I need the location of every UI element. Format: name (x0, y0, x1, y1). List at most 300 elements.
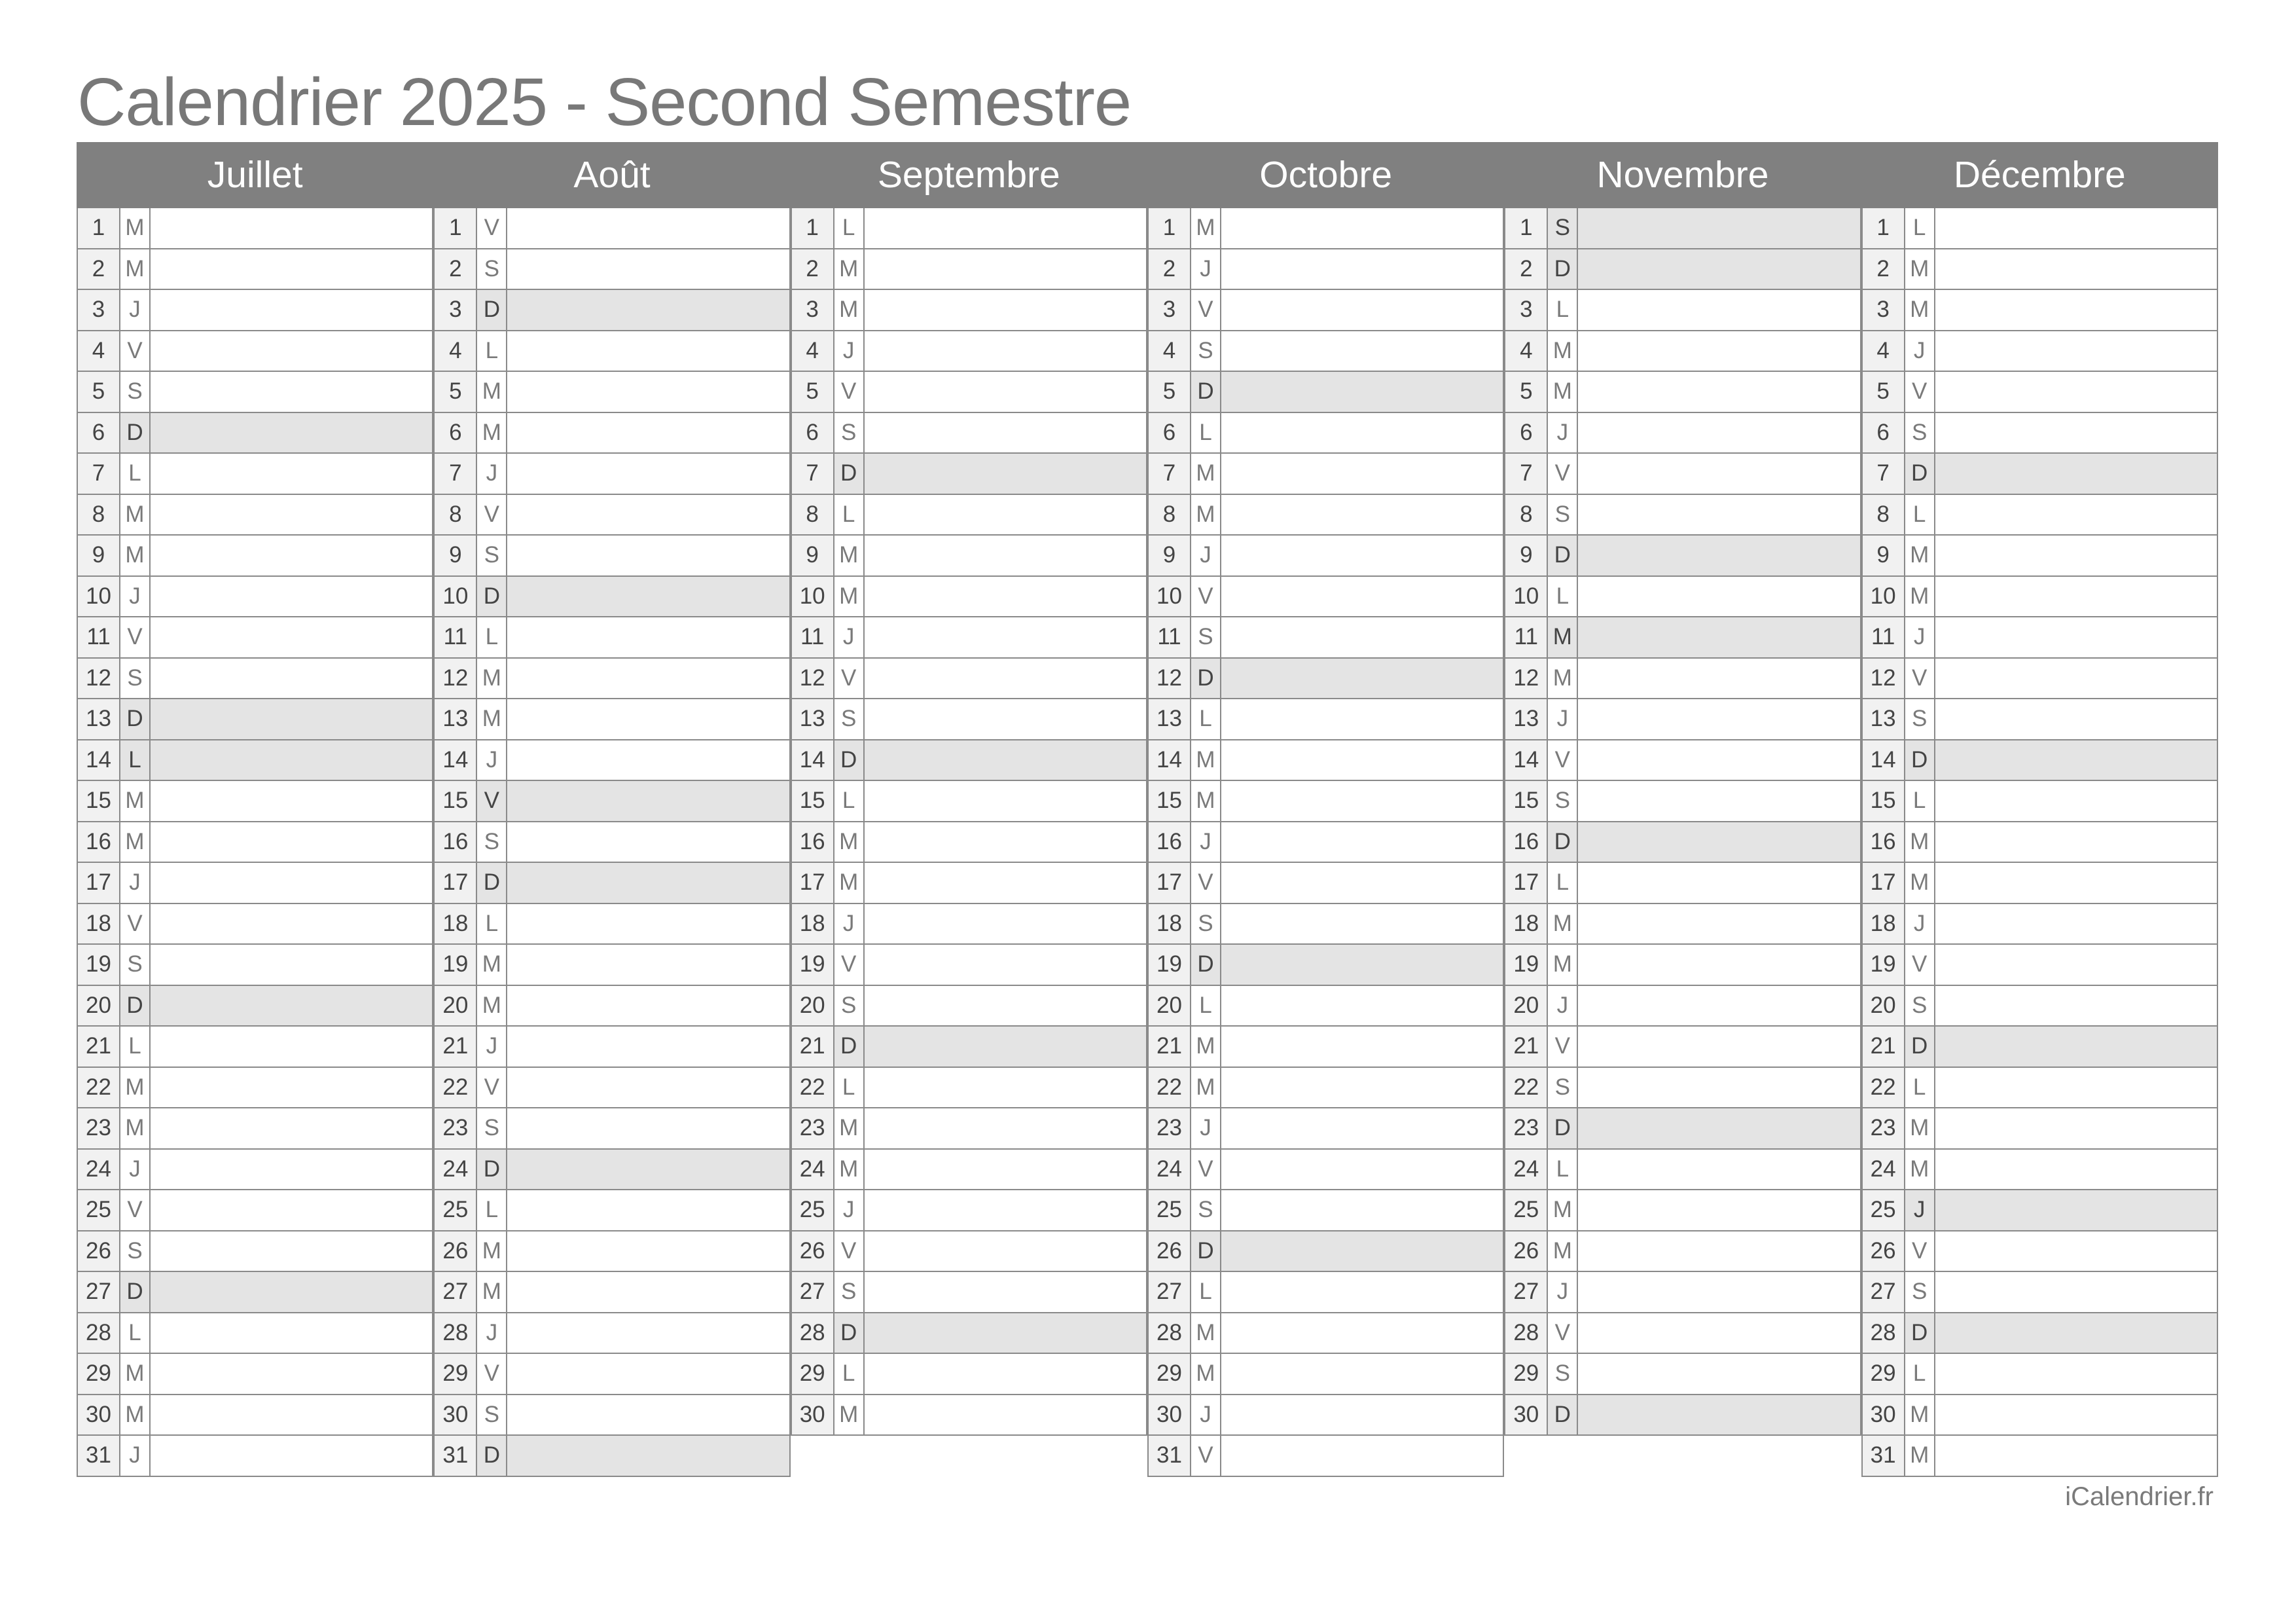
weekday-letter: M (1905, 1395, 1935, 1436)
note-cell[interactable] (507, 1027, 790, 1068)
note-cell[interactable] (151, 699, 433, 740)
day-number: 10 (433, 577, 477, 618)
note-cell[interactable] (1221, 372, 1504, 413)
note-cell[interactable] (1578, 986, 1861, 1027)
note-cell[interactable] (865, 536, 1147, 577)
note-cell[interactable] (1935, 822, 2218, 864)
day-row (1504, 1150, 1861, 1191)
day-number: 17 (1147, 863, 1191, 904)
note-cell[interactable] (507, 1108, 790, 1150)
day-number: 18 (1861, 904, 1905, 945)
note-cell[interactable] (507, 454, 790, 495)
note-cell[interactable] (1221, 1027, 1504, 1068)
note-cell[interactable] (1935, 577, 2218, 618)
day-number: 17 (1861, 863, 1905, 904)
note-cell[interactable] (1221, 1150, 1504, 1191)
note-cell[interactable] (507, 249, 790, 291)
day-number: 31 (1147, 1436, 1191, 1477)
day-number: 3 (1147, 290, 1191, 331)
note-cell[interactable] (1935, 495, 2218, 536)
day-row (1504, 904, 1861, 945)
note-cell[interactable] (1221, 495, 1504, 536)
note-cell[interactable] (865, 577, 1147, 618)
day-row (1861, 1150, 2218, 1191)
weekday-letter: M (120, 249, 151, 291)
note-cell[interactable] (151, 945, 433, 986)
note-cell[interactable] (151, 1068, 433, 1109)
note-cell[interactable] (151, 986, 433, 1027)
note-cell[interactable] (1935, 1436, 2218, 1477)
note-cell[interactable] (1578, 945, 1861, 986)
note-cell[interactable] (1221, 945, 1504, 986)
note-cell[interactable] (865, 331, 1147, 373)
note-cell[interactable] (1221, 1395, 1504, 1436)
day-row (1504, 1108, 1861, 1150)
note-cell[interactable] (507, 1313, 790, 1355)
note-cell[interactable] (1935, 1272, 2218, 1313)
note-cell[interactable] (507, 495, 790, 536)
note-cell[interactable] (151, 904, 433, 945)
note-cell[interactable] (1221, 536, 1504, 577)
day-row (1861, 495, 2218, 536)
note-cell[interactable] (507, 1436, 790, 1477)
weekday-letter: J (1548, 699, 1578, 740)
day-number: 16 (1147, 822, 1191, 864)
note-cell[interactable] (507, 617, 790, 659)
day-row (791, 822, 1147, 864)
note-cell[interactable] (865, 249, 1147, 291)
note-cell[interactable] (151, 1108, 433, 1150)
note-cell[interactable] (151, 822, 433, 864)
note-cell[interactable] (151, 372, 433, 413)
note-cell[interactable] (151, 1436, 433, 1477)
day-number: 19 (1147, 945, 1191, 986)
note-cell[interactable] (1578, 904, 1861, 945)
weekday-letter: M (1905, 290, 1935, 331)
note-cell[interactable] (507, 1068, 790, 1109)
day-number: 15 (77, 781, 120, 822)
note-cell[interactable] (507, 659, 790, 700)
note-cell[interactable] (1221, 1068, 1504, 1109)
day-row (1147, 1395, 1504, 1436)
weekday-letter: M (1548, 1190, 1578, 1231)
note-cell[interactable] (1221, 986, 1504, 1027)
note-cell[interactable] (1221, 659, 1504, 700)
note-cell[interactable] (507, 822, 790, 864)
weekday-letter: L (1905, 495, 1935, 536)
note-cell[interactable] (1935, 1190, 2218, 1231)
day-number: 28 (1147, 1313, 1191, 1355)
day-number: 14 (77, 740, 120, 782)
note-cell[interactable] (1935, 1354, 2218, 1395)
weekday-letter: M (477, 372, 507, 413)
note-cell[interactable] (151, 740, 433, 782)
note-cell[interactable] (1578, 290, 1861, 331)
note-cell[interactable] (151, 331, 433, 373)
weekday-letter: S (477, 249, 507, 291)
note-cell[interactable] (507, 1354, 790, 1395)
note-cell[interactable] (1935, 781, 2218, 822)
note-cell[interactable] (1221, 249, 1504, 291)
note-cell[interactable] (1935, 536, 2218, 577)
day-number: 10 (1147, 577, 1191, 618)
weekday-letter: M (834, 863, 865, 904)
day-row (1147, 413, 1504, 454)
day-number: 26 (433, 1231, 477, 1273)
note-cell[interactable] (507, 372, 790, 413)
day-number: 5 (433, 372, 477, 413)
day-row (433, 372, 790, 413)
note-cell[interactable] (1578, 1108, 1861, 1150)
note-cell[interactable] (1221, 413, 1504, 454)
note-cell[interactable] (865, 1027, 1147, 1068)
note-cell[interactable] (507, 863, 790, 904)
weekday-letter: L (834, 208, 865, 249)
day-number: 22 (1147, 1068, 1191, 1109)
weekday-letter: M (1905, 1150, 1935, 1191)
note-cell[interactable] (865, 1313, 1147, 1355)
note-cell[interactable] (1578, 454, 1861, 495)
day-number: 8 (1147, 495, 1191, 536)
note-cell[interactable] (151, 1027, 433, 1068)
day-row (1147, 740, 1504, 782)
weekday-letter: S (1905, 699, 1935, 740)
note-cell[interactable] (865, 454, 1147, 495)
note-cell[interactable] (1221, 290, 1504, 331)
note-cell[interactable] (507, 208, 790, 249)
note-cell[interactable] (507, 986, 790, 1027)
note-cell[interactable] (1221, 740, 1504, 782)
weekday-letter: S (834, 1272, 865, 1313)
note-cell[interactable] (507, 1231, 790, 1273)
note-cell[interactable] (865, 1068, 1147, 1109)
note-cell[interactable] (865, 1354, 1147, 1395)
note-cell[interactable] (1935, 904, 2218, 945)
note-cell[interactable] (151, 659, 433, 700)
note-cell[interactable] (1935, 740, 2218, 782)
note-cell[interactable] (1935, 290, 2218, 331)
note-cell[interactable] (1578, 413, 1861, 454)
note-cell[interactable] (1221, 331, 1504, 373)
day-row (1147, 659, 1504, 700)
note-cell[interactable] (1935, 249, 2218, 291)
note-cell[interactable] (151, 290, 433, 331)
day-number: 6 (791, 413, 834, 454)
note-cell[interactable] (1578, 781, 1861, 822)
weekday-letter: V (1905, 945, 1935, 986)
day-number: 20 (791, 986, 834, 1027)
note-cell[interactable] (1578, 863, 1861, 904)
note-cell[interactable] (1221, 1354, 1504, 1395)
note-cell[interactable] (151, 781, 433, 822)
note-cell[interactable] (1578, 1150, 1861, 1191)
note-cell[interactable] (865, 659, 1147, 700)
note-cell[interactable] (507, 290, 790, 331)
note-cell[interactable] (865, 1272, 1147, 1313)
weekday-letter: J (1905, 904, 1935, 945)
note-cell[interactable] (151, 1354, 433, 1395)
note-cell[interactable] (1221, 1272, 1504, 1313)
note-cell[interactable] (865, 617, 1147, 659)
note-cell[interactable] (865, 822, 1147, 864)
note-cell[interactable] (1578, 617, 1861, 659)
day-number: 26 (77, 1231, 120, 1273)
day-row (433, 1150, 790, 1191)
note-cell[interactable] (1221, 208, 1504, 249)
note-cell[interactable] (1578, 1354, 1861, 1395)
note-cell[interactable] (1935, 699, 2218, 740)
note-cell[interactable] (151, 495, 433, 536)
day-row (433, 1313, 790, 1355)
note-cell[interactable] (1578, 1395, 1861, 1436)
weekday-letter: S (834, 699, 865, 740)
note-cell[interactable] (1578, 208, 1861, 249)
note-cell[interactable] (1221, 1108, 1504, 1150)
note-cell[interactable] (1221, 1231, 1504, 1273)
note-cell[interactable] (1578, 1190, 1861, 1231)
note-cell[interactable] (1935, 986, 2218, 1027)
note-cell[interactable] (865, 904, 1147, 945)
weekday-letter: M (1905, 249, 1935, 291)
day-number: 3 (433, 290, 477, 331)
note-cell[interactable] (151, 577, 433, 618)
note-cell[interactable] (507, 577, 790, 618)
day-number: 29 (791, 1354, 834, 1395)
day-row (1147, 1272, 1504, 1313)
note-cell[interactable] (865, 1190, 1147, 1231)
note-cell[interactable] (507, 1395, 790, 1436)
day-number: 27 (1504, 1272, 1548, 1313)
note-cell[interactable] (507, 781, 790, 822)
note-cell[interactable] (1221, 904, 1504, 945)
day-number: 31 (77, 1436, 120, 1477)
note-cell[interactable] (151, 413, 433, 454)
note-cell[interactable] (865, 781, 1147, 822)
note-cell[interactable] (1578, 1313, 1861, 1355)
note-cell[interactable] (1935, 331, 2218, 373)
note-cell[interactable] (1935, 1068, 2218, 1109)
note-cell[interactable] (1935, 372, 2218, 413)
note-cell[interactable] (1935, 413, 2218, 454)
note-cell[interactable] (865, 290, 1147, 331)
weekday-letter: D (477, 863, 507, 904)
note-cell[interactable] (507, 1150, 790, 1191)
note-cell[interactable] (1578, 577, 1861, 618)
note-cell[interactable] (1221, 577, 1504, 618)
note-cell[interactable] (151, 1231, 433, 1273)
day-row (77, 372, 433, 413)
note-cell[interactable] (151, 208, 433, 249)
weekday-letter: S (120, 1231, 151, 1273)
note-cell[interactable] (151, 1150, 433, 1191)
note-cell[interactable] (1578, 740, 1861, 782)
note-cell[interactable] (1578, 1027, 1861, 1068)
note-cell[interactable] (865, 1108, 1147, 1150)
note-cell[interactable] (1935, 454, 2218, 495)
day-row (791, 1395, 1147, 1436)
note-cell[interactable] (1935, 1150, 2218, 1191)
note-cell[interactable] (865, 699, 1147, 740)
note-cell[interactable] (507, 1272, 790, 1313)
note-cell[interactable] (151, 863, 433, 904)
day-number: 18 (77, 904, 120, 945)
note-cell[interactable] (1221, 822, 1504, 864)
weekday-letter: J (1905, 1190, 1935, 1231)
day-number: 26 (1504, 1231, 1548, 1273)
note-cell[interactable] (1578, 331, 1861, 373)
note-cell[interactable] (151, 1190, 433, 1231)
day-row (791, 495, 1147, 536)
weekday-letter: V (834, 1231, 865, 1273)
day-number: 19 (433, 945, 477, 986)
note-cell[interactable] (1221, 699, 1504, 740)
day-number: 7 (1147, 454, 1191, 495)
note-cell[interactable] (1221, 617, 1504, 659)
weekday-letter: V (1905, 659, 1935, 700)
note-cell[interactable] (507, 536, 790, 577)
day-number: 27 (791, 1272, 834, 1313)
note-cell[interactable] (1221, 1313, 1504, 1355)
note-cell[interactable] (1578, 822, 1861, 864)
day-row (791, 290, 1147, 331)
note-cell[interactable] (507, 740, 790, 782)
weekday-letter: D (1191, 372, 1221, 413)
weekday-letter: J (477, 740, 507, 782)
weekday-letter: M (120, 1068, 151, 1109)
day-number: 29 (433, 1354, 477, 1395)
day-row (433, 945, 790, 986)
day-row (791, 1150, 1147, 1191)
note-cell[interactable] (507, 331, 790, 373)
note-cell[interactable] (1221, 863, 1504, 904)
note-cell[interactable] (865, 1231, 1147, 1273)
note-cell[interactable] (865, 495, 1147, 536)
weekday-letter: D (1191, 659, 1221, 700)
day-row (1147, 1150, 1504, 1191)
note-cell[interactable] (151, 1395, 433, 1436)
note-cell[interactable] (1578, 1272, 1861, 1313)
note-cell[interactable] (1935, 1108, 2218, 1150)
weekday-letter: D (477, 1150, 507, 1191)
note-cell[interactable] (865, 986, 1147, 1027)
note-cell[interactable] (507, 945, 790, 986)
weekday-letter: S (1191, 904, 1221, 945)
note-cell[interactable] (1221, 781, 1504, 822)
day-number: 14 (1504, 740, 1548, 782)
day-number: 4 (1147, 331, 1191, 373)
day-number: 17 (791, 863, 834, 904)
weekday-letter: V (477, 495, 507, 536)
day-number: 22 (1861, 1068, 1905, 1109)
day-row (1861, 781, 2218, 822)
note-cell[interactable] (1935, 1231, 2218, 1273)
note-cell[interactable] (865, 1150, 1147, 1191)
day-row (1504, 536, 1861, 577)
note-cell[interactable] (1935, 1395, 2218, 1436)
note-cell[interactable] (507, 1190, 790, 1231)
note-cell[interactable] (1578, 372, 1861, 413)
day-row (1504, 740, 1861, 782)
note-cell[interactable] (507, 413, 790, 454)
day-row (1147, 1231, 1504, 1273)
note-cell[interactable] (507, 699, 790, 740)
day-number: 18 (791, 904, 834, 945)
day-row (1504, 1313, 1861, 1355)
note-cell[interactable] (1578, 495, 1861, 536)
note-cell[interactable] (1578, 1231, 1861, 1273)
day-row (1861, 863, 2218, 904)
note-cell[interactable] (1221, 1190, 1504, 1231)
note-cell[interactable] (1221, 454, 1504, 495)
day-number: 28 (1504, 1313, 1548, 1355)
day-number: 30 (1504, 1395, 1548, 1436)
day-row (1504, 945, 1861, 986)
note-cell[interactable] (1935, 208, 2218, 249)
note-cell[interactable] (865, 740, 1147, 782)
day-row (1147, 249, 1504, 291)
month-column-novembre (1504, 208, 1861, 1436)
weekday-letter: S (1548, 208, 1578, 249)
day-number: 12 (77, 659, 120, 700)
day-row (77, 1068, 433, 1109)
site-credit: iCalendrier.fr (2065, 1482, 2214, 1511)
day-number: 1 (433, 208, 477, 249)
day-row (1147, 372, 1504, 413)
note-cell[interactable] (1578, 1068, 1861, 1109)
weekday-letter: M (120, 495, 151, 536)
note-cell[interactable] (1935, 945, 2218, 986)
note-cell[interactable] (1935, 659, 2218, 700)
note-cell[interactable] (865, 1395, 1147, 1436)
weekday-letter: V (477, 1354, 507, 1395)
day-number: 13 (791, 699, 834, 740)
note-cell[interactable] (1935, 617, 2218, 659)
day-row (1147, 945, 1504, 986)
day-row (433, 904, 790, 945)
weekday-letter: M (120, 1108, 151, 1150)
day-number: 22 (433, 1068, 477, 1109)
note-cell[interactable] (1578, 536, 1861, 577)
note-cell[interactable] (1935, 1027, 2218, 1068)
day-number: 4 (433, 331, 477, 373)
weekday-letter: J (834, 1190, 865, 1231)
day-number: 29 (1504, 1354, 1548, 1395)
note-cell[interactable] (1935, 1313, 2218, 1355)
note-cell[interactable] (151, 536, 433, 577)
note-cell[interactable] (151, 249, 433, 291)
weekday-letter: M (834, 577, 865, 618)
note-cell[interactable] (1578, 659, 1861, 700)
note-cell[interactable] (865, 945, 1147, 986)
note-cell[interactable] (1221, 1436, 1504, 1477)
note-cell[interactable] (865, 863, 1147, 904)
note-cell[interactable] (151, 1272, 433, 1313)
note-cell[interactable] (151, 454, 433, 495)
note-cell[interactable] (1578, 699, 1861, 740)
day-row (1147, 1027, 1504, 1068)
note-cell[interactable] (1578, 249, 1861, 291)
note-cell[interactable] (865, 413, 1147, 454)
note-cell[interactable] (1935, 863, 2218, 904)
day-number: 24 (791, 1150, 834, 1191)
note-cell[interactable] (151, 1313, 433, 1355)
note-cell[interactable] (865, 208, 1147, 249)
note-cell[interactable] (151, 617, 433, 659)
note-cell[interactable] (865, 372, 1147, 413)
note-cell[interactable] (507, 904, 790, 945)
day-number: 1 (1504, 208, 1548, 249)
weekday-letter: S (477, 1108, 507, 1150)
